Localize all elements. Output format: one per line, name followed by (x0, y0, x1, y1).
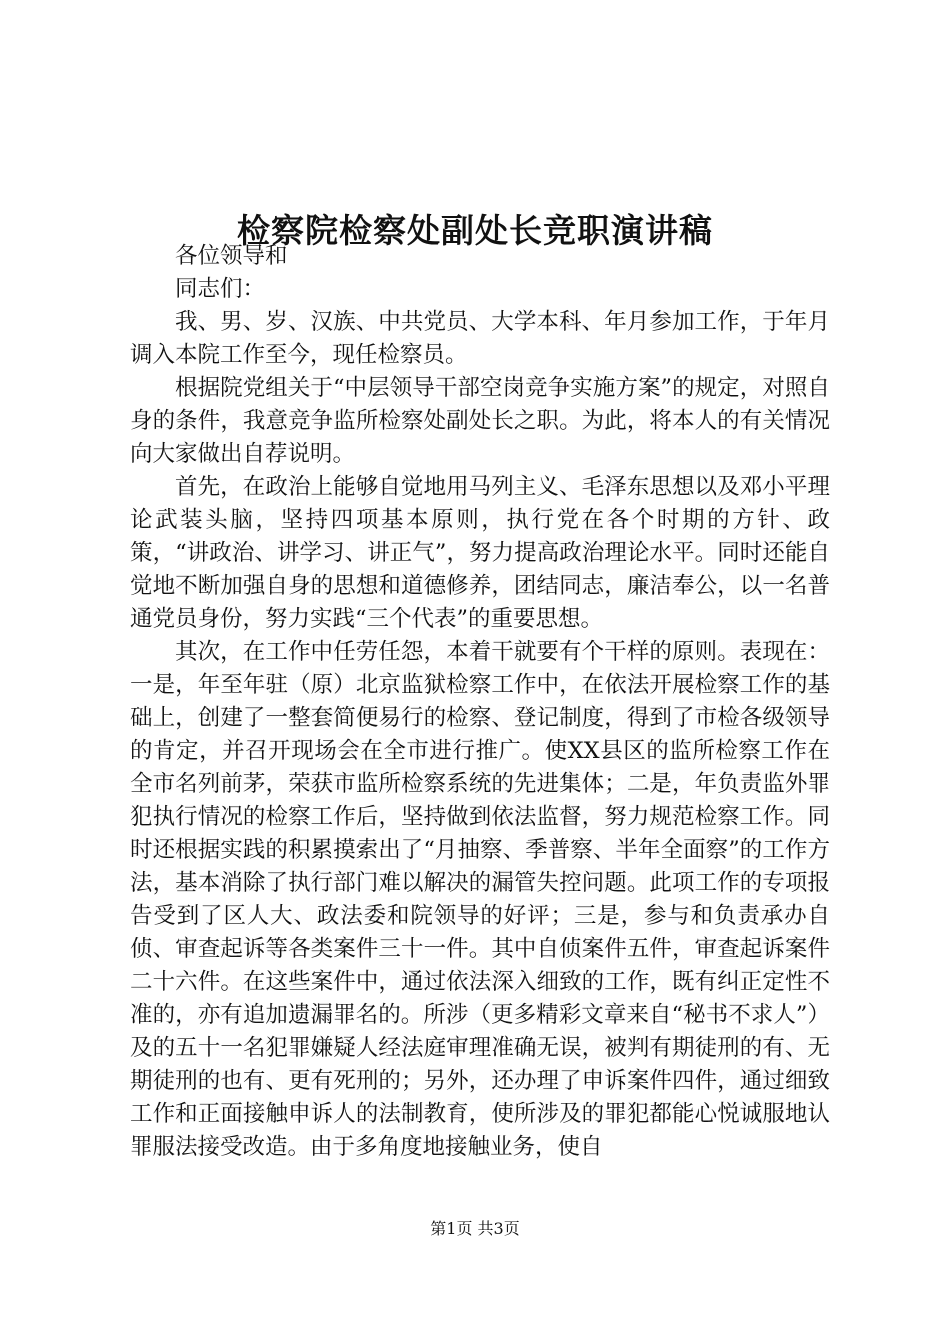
paragraph-political: 首先，在政治上能够自觉地用马列主义、毛泽东思想以及邓小平理论武装头脑，坚持四项基本原则，执行党在各个时期的方针、政策，“讲政治、讲学习、讲正气”，努力提高政治理论水平。同时还能自觉地不断加强自身的思想和道德修养，团结同志，廉洁奉公，以一名普通党员身份，努力实践“三个代表”的重要思想。 (130, 474, 830, 632)
page-title: 检察院检察处副处长竞职演讲稿 (237, 211, 713, 251)
document-body (130, 240, 830, 1164)
paragraph-introduction: 我、男、岁、汉族、中共党员、大学本科、年月参加工作，于年月调入本院工作至今，现任检察员。 (130, 309, 830, 368)
salutation-line-2: 同志们： (175, 276, 266, 302)
salutation-line-1: 各位领导和 (175, 243, 288, 269)
page-footer: 第1页 共3页 (430, 1219, 520, 1238)
paragraph-work: 其次，在工作中任劳任怨，本着干就要有个干样的原则。表现在：一是，年至年驻（原）北京监狱检察工作中，在依法开展检察工作的基础上，创建了一整套简便易行的检察、登记制度，得到了市检各级领导的肯定，并召开现场会在全市进行推广。使XX县区的监所检察工作在全市名列前茅，荣获市监所检察系统的先进集体；二是，年负责监外罪犯执行情况的检察工作后，坚持做到依法监督，努力规范检察工作。同时还根据实践的积累摸索出了“月抽察、季普察、半年全面察”的工作方法，基本消除了执行部门难以解决的漏管失控问题。此项工作的专项报告受到了区人大、政法委和院领导的好评；三是，参与和负责承办自侦、审查起诉等各类案件三十一件。其中自侦案件五件，审查起诉案件二十六件。在这些案件中，通过依法深入细致的工作，既有纠正定性不准的，亦有追加遗漏罪名的。所涉（更多精彩文章来自“秘书不求人”）及的五十一名犯罪嫌疑人经法庭审理准确无误，被判有期徒刑的有、无期徒刑的也有、更有死刑的；另外，还办理了申诉案件四件，通过细致工作和正面接触申诉人的法制教育，使所涉及的罪犯都能心悦诚服地认罪服法接受改造。由于多角度地接触业务，使自 (130, 639, 830, 1160)
paragraph-purpose: 根据院党组关于“中层领导干部空岗竞争实施方案”的规定，对照自身的条件，我意竞争监所检察处副处长之职。为此，将本人的有关情况向大家做出自荐说明。 (130, 375, 830, 467)
